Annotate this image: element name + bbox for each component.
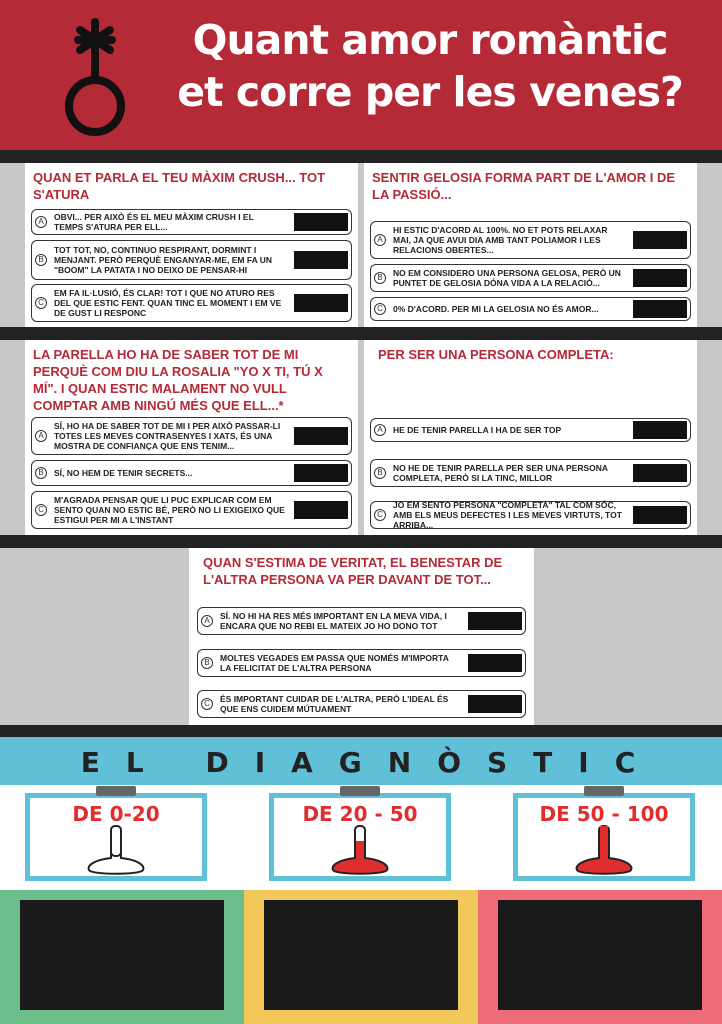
question-card bbox=[189, 548, 534, 725]
question-card bbox=[25, 340, 358, 535]
score-box bbox=[468, 654, 522, 672]
diagnostic-title: EL DIAGNÒSTIC bbox=[80, 746, 662, 779]
answer-option-b[interactable] bbox=[370, 264, 691, 292]
separator-band bbox=[0, 535, 722, 548]
option-letter: C bbox=[201, 698, 213, 710]
answer-option-c[interactable] bbox=[370, 501, 691, 529]
score-box bbox=[294, 213, 348, 231]
option-letter: B bbox=[374, 467, 386, 479]
diagnostic-card-high bbox=[513, 793, 695, 881]
score-box bbox=[633, 464, 687, 482]
score-box bbox=[294, 294, 348, 312]
page-title bbox=[150, 14, 710, 118]
range-label: DE 50 - 100 bbox=[539, 802, 669, 826]
diagnostic-card-mid bbox=[269, 793, 451, 881]
score-box bbox=[294, 427, 348, 445]
card-clip bbox=[96, 786, 136, 796]
score-box bbox=[633, 269, 687, 287]
result-box bbox=[498, 900, 702, 1010]
option-text: SÍ. NO HI HA RES MÉS IMPORTANT EN LA MEVA VIDA, I ENCARA QUE NO REBI EL MATEIX JO HO DONO TOT bbox=[220, 611, 447, 631]
answer-option-c[interactable] bbox=[197, 690, 526, 718]
answer-option-b[interactable] bbox=[31, 460, 352, 486]
option-letter: B bbox=[201, 657, 213, 669]
answer-option-a[interactable] bbox=[31, 209, 352, 235]
score-box bbox=[633, 421, 687, 439]
option-text: JO EM SENTO PERSONA "COMPLETA" TAL COM SÓC, AMB ELS MEUS DEFECTES I LES MEVES VIRTUTS, TOT ARRIBA... bbox=[393, 500, 622, 530]
option-letter: B bbox=[374, 272, 386, 284]
option-text: TOT TOT, NO, CONTINUO RESPIRANT, DORMINT I MENJANT. PERÒ PERQUÈ ENGANYAR-ME, EM FA UN "BOOM" LA PATATA I NO DEIXO DE PENSAR-HI bbox=[54, 245, 273, 275]
separator-band bbox=[0, 725, 722, 737]
option-letter: C bbox=[374, 303, 386, 315]
option-text: 0% D'ACORD. PER MI LA GELOSIA NO ÉS AMOR... bbox=[393, 304, 599, 314]
answer-option-b[interactable] bbox=[197, 649, 526, 677]
answer-option-c[interactable] bbox=[31, 491, 352, 529]
separator-band bbox=[0, 327, 722, 340]
option-letter: A bbox=[35, 430, 47, 442]
result-box bbox=[20, 900, 224, 1010]
female-symbol-asterisk-icon bbox=[50, 18, 140, 148]
option-text: NO EM CONSIDERO UNA PERSONA GELOSA, PERÒ UN PUNTET DE GELOSIA DÓNA VIDA A LA RELACIÓ... bbox=[393, 268, 621, 288]
score-box bbox=[633, 506, 687, 524]
question-title: QUAN S'ESTIMA DE VERITAT, EL BENESTAR DE L'ALTRA PERSONA VA PER DAVANT DE TOT... bbox=[203, 555, 503, 587]
question-title: QUAN ET PARLA EL TEU MÀXIM CRUSH... TOT S'ATURA bbox=[33, 170, 326, 202]
score-box bbox=[294, 251, 348, 269]
option-text: NO HE DE TENIR PARELLA PER SER UNA PERSONA COMPLETA, PERÒ SI LA TINC, MILLOR bbox=[393, 463, 608, 483]
option-text: HI ESTIC D'ACORD AL 100%. NO ET POTS RELAXAR MAI, JA QUE AVUI DIA AMB TANT POLIAMOR I LES RELACIONS OBERTES... bbox=[393, 225, 608, 255]
thermometer-tube bbox=[111, 826, 121, 856]
question-title: PER SER UNA PERSONA COMPLETA: bbox=[378, 347, 614, 362]
title-line-2: et corre per les venes? bbox=[177, 68, 683, 116]
answer-option-c[interactable] bbox=[31, 284, 352, 322]
question-card bbox=[364, 340, 697, 535]
score-box bbox=[294, 501, 348, 519]
option-letter: C bbox=[35, 297, 47, 309]
title-line-1: Quant amor romàntic bbox=[192, 16, 668, 64]
score-box bbox=[294, 464, 348, 482]
diagnostic-card-low bbox=[25, 793, 207, 881]
option-text: EM FA IL·LUSIÓ, ÉS CLAR! TOT I QUE NO ATURO RES DEL QUE ESTIC FENT. QUAN TINC EL MOMENT I EM VE DE GUST LI RESPONC bbox=[54, 288, 282, 318]
score-box bbox=[468, 695, 522, 713]
option-letter: A bbox=[374, 234, 386, 246]
question-card bbox=[25, 163, 358, 327]
thermometer-icon bbox=[569, 824, 639, 878]
option-text: HE DE TENIR PARELLA I HA DE SER TOP bbox=[393, 425, 562, 435]
card-clip bbox=[340, 786, 380, 796]
result-panel-low bbox=[0, 890, 244, 1024]
thermometer-fill bbox=[600, 826, 608, 859]
option-text: SÍ, HO HA DE SABER TOT DE MI I PER AIXÒ PASSAR-LI TOTES LES MEVES CONTRASENYES I XATS, ÉS UNA MOSTRA DE CONFIANÇA QUE ENS TENIM... bbox=[54, 421, 281, 451]
answer-option-a[interactable] bbox=[31, 417, 352, 455]
card-clip bbox=[584, 786, 624, 796]
thermometer-icon bbox=[325, 824, 395, 878]
header-banner bbox=[0, 0, 722, 150]
range-label: DE 0-20 bbox=[72, 802, 160, 826]
range-label: DE 20 - 50 bbox=[302, 802, 418, 826]
option-text: OBVI... PER AIXÒ ÉS EL MEU MÀXIM CRUSH I EL TEMPS S'ATURA PER ELL... bbox=[54, 212, 254, 232]
thermometer-fill bbox=[356, 841, 364, 859]
answer-option-b[interactable] bbox=[31, 240, 352, 280]
option-text: SÍ, NO HEM DE TENIR SECRETS... bbox=[54, 468, 193, 478]
score-box bbox=[633, 231, 687, 249]
option-letter: B bbox=[35, 254, 47, 266]
result-panel-high bbox=[478, 890, 722, 1024]
option-letter: A bbox=[35, 216, 47, 228]
result-panel-mid bbox=[244, 890, 478, 1024]
option-letter: B bbox=[35, 467, 47, 479]
answer-option-a[interactable] bbox=[370, 221, 691, 259]
answer-option-c[interactable] bbox=[370, 297, 691, 321]
thermometer-icon bbox=[81, 824, 151, 878]
option-letter: A bbox=[374, 424, 386, 436]
question-title: SENTIR GELOSIA FORMA PART DE L'AMOR I DE LA PASSIÓ... bbox=[372, 170, 676, 202]
question-card bbox=[364, 163, 697, 327]
score-box bbox=[633, 300, 687, 318]
answer-option-b[interactable] bbox=[370, 459, 691, 487]
option-letter: C bbox=[35, 504, 47, 516]
score-box bbox=[468, 612, 522, 630]
option-text: ÉS IMPORTANT CUIDAR DE L'ALTRA, PERÒ L'IDEAL ÉS QUE ENS CUIDEM MÚTUAMENT bbox=[220, 694, 449, 714]
separator-band bbox=[0, 150, 722, 163]
option-text: MOLTES VEGADES EM PASSA QUE NOMÉS M'IMPORTA LA FELICITAT DE L'ALTRA PERSONA bbox=[220, 653, 449, 673]
option-letter: A bbox=[201, 615, 213, 627]
option-text: M'AGRADA PENSAR QUE LI PUC EXPLICAR COM EM SENTO QUAN NO ESTIC BÉ, PERÒ NO LI EXIGEIXO QUE ESTIGUI PER MI A L'INSTANT bbox=[54, 495, 285, 525]
question-title: LA PARELLA HO HA DE SABER TOT DE MI PERQUÈ COM DIU LA ROSALIA "YO X TI, TÚ X MÍ". I QUAN ESTIC MALAMENT NO VULL COMPTAR AMB NINGÚ MÉS QUE ELL...* bbox=[33, 347, 323, 413]
result-box bbox=[264, 900, 458, 1010]
answer-option-a[interactable] bbox=[197, 607, 526, 635]
answer-option-a[interactable] bbox=[370, 418, 691, 442]
option-letter: C bbox=[374, 509, 386, 521]
